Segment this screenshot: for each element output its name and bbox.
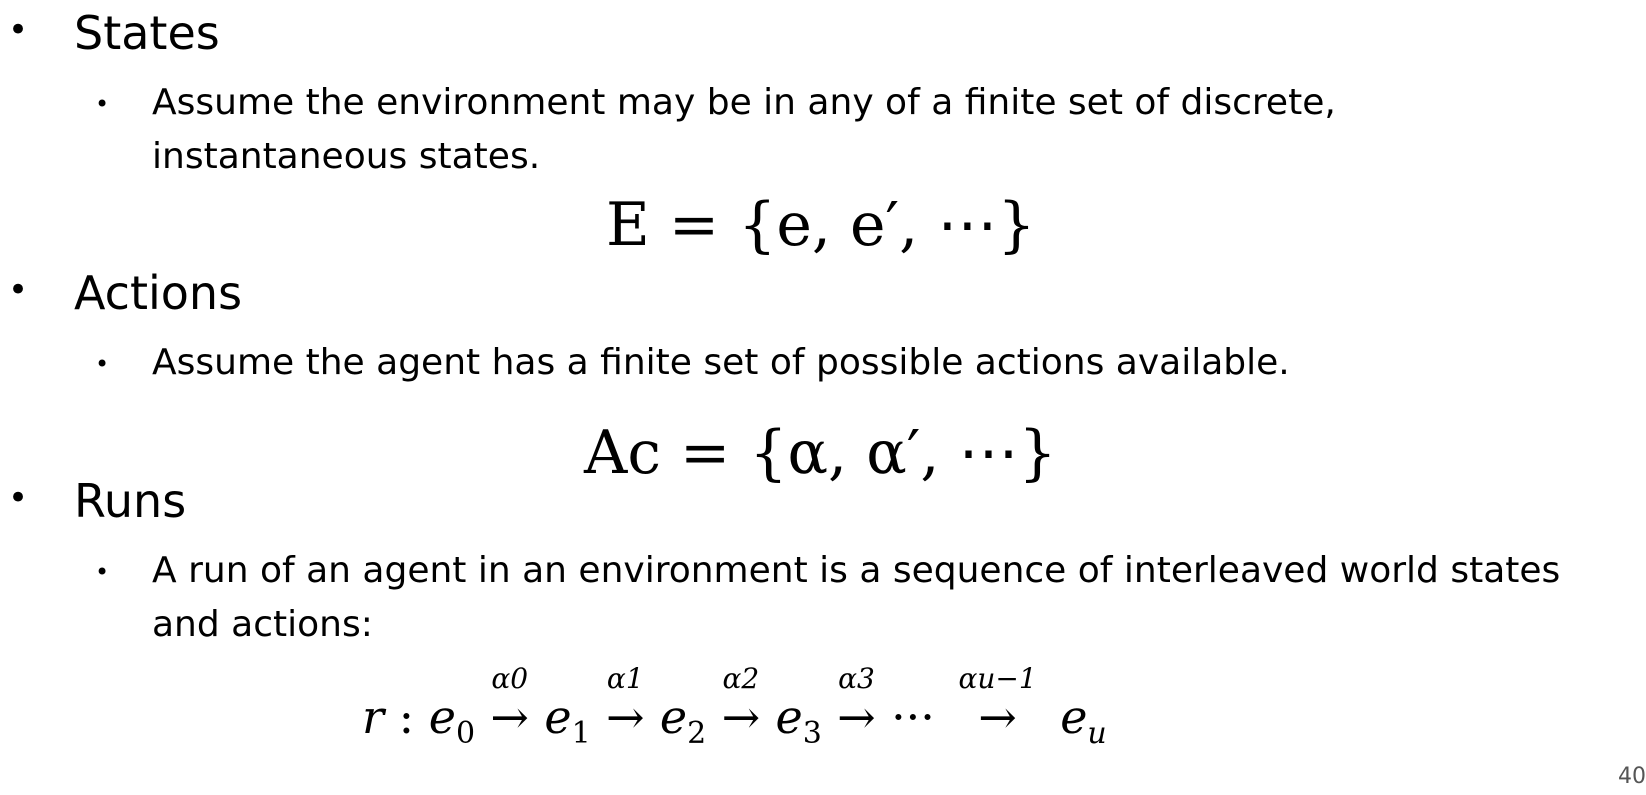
heading-actions: Actions: [74, 266, 243, 320]
arrow-icon: α0 →: [490, 662, 529, 744]
states-formula: E = {e, e′, ⋯}: [606, 190, 1036, 260]
page-number: 40: [1618, 764, 1646, 789]
state-e0-sub: 0: [455, 716, 476, 751]
arrow-icon: α2 →: [721, 662, 761, 744]
state-eu-sub: u: [1087, 716, 1107, 751]
heading-states: States: [74, 6, 220, 60]
state-e1-sub: 1: [571, 716, 591, 751]
actions-text-line1: Assume the agent has a finite set of possible actions available.: [152, 342, 1290, 383]
action-label-a2: α2: [722, 662, 760, 695]
action-label-a0: α0: [491, 662, 529, 695]
action-label-a1: α1: [606, 662, 644, 695]
bullet-actions: •: [8, 270, 29, 310]
states-text-line1: Assume the environment may be in any of a finite set of discrete,: [152, 82, 1336, 123]
state-e0: e: [428, 690, 456, 744]
state-e2-sub: 2: [687, 716, 707, 751]
states-text-line2: instantaneous states.: [152, 136, 541, 177]
state-e1: e: [544, 690, 572, 744]
action-label-au: αu−1: [958, 662, 1037, 695]
ellipsis: ···: [891, 690, 935, 744]
runs-text-line1: A run of an agent in an environment is a sequence of interleaved world states: [152, 550, 1561, 591]
heading-runs: Runs: [74, 474, 187, 528]
actions-formula: Ac = {α, α′, ⋯}: [584, 418, 1057, 488]
state-e3-sub: 3: [802, 716, 822, 751]
state-e2: e: [659, 690, 688, 744]
arrow-icon: α1 →: [606, 662, 645, 744]
bullet-runs: •: [8, 478, 29, 518]
run-colon: :: [398, 690, 415, 744]
runs-formula: [362, 662, 1107, 751]
sub-bullet-states: •: [95, 90, 110, 118]
action-label-a3: α3: [838, 662, 875, 695]
arrow-icon: αu−1 →: [950, 690, 1046, 744]
state-e3: e: [775, 690, 803, 744]
sub-bullet-actions: •: [95, 350, 110, 378]
state-eu: e: [1060, 690, 1088, 744]
run-symbol: r: [362, 690, 384, 744]
sub-bullet-runs: •: [95, 558, 110, 586]
arrow-icon: α3 →: [837, 662, 876, 744]
runs-text-line2: and actions:: [152, 604, 373, 645]
bullet-states: •: [8, 10, 29, 50]
